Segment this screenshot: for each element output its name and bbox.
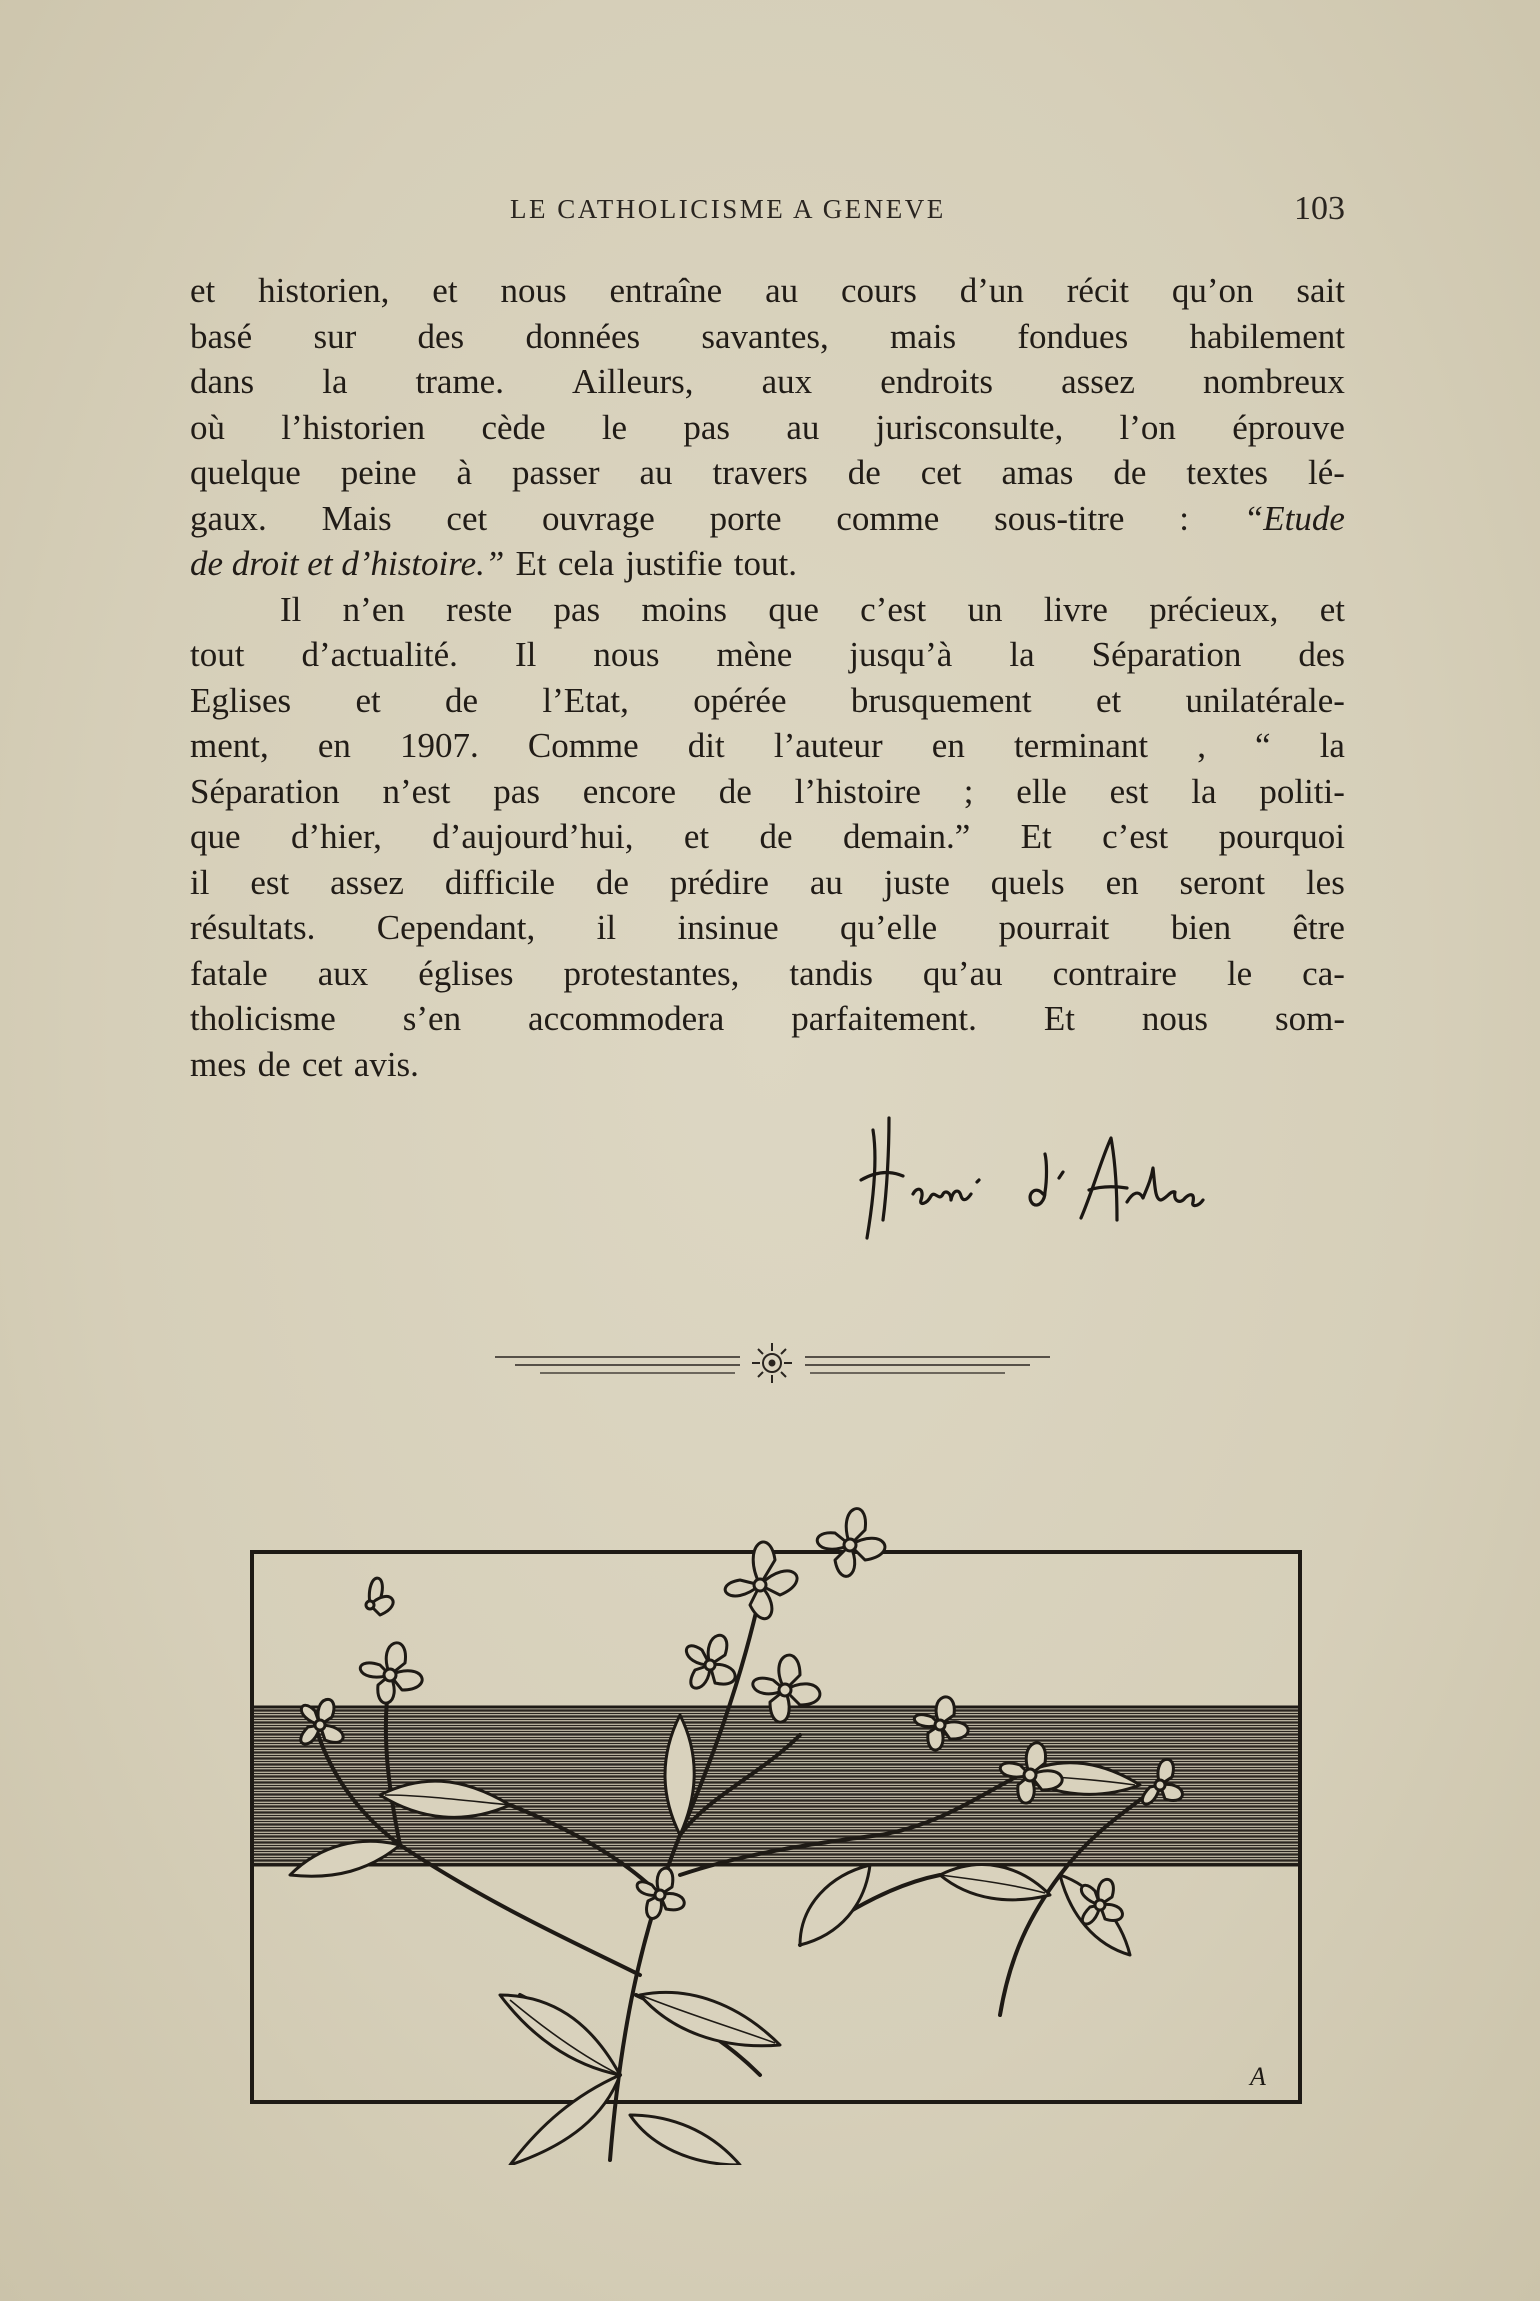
word: c’est: [860, 589, 927, 629]
word: les: [1305, 862, 1345, 902]
word: justifie: [625, 544, 723, 583]
word: pourquoi: [1218, 817, 1345, 856]
word: l’on: [1119, 407, 1176, 447]
word: fatale: [190, 953, 268, 993]
word: d’actualité.: [301, 635, 458, 674]
word: :: [1179, 498, 1189, 538]
word: nous: [1141, 999, 1209, 1038]
word: livre: [1043, 589, 1108, 629]
text-line: [190, 268, 1345, 314]
word: mes: [190, 1044, 247, 1084]
word: qu’on: [1171, 271, 1254, 310]
word: terminant: [1013, 726, 1149, 765]
word: est: [1109, 771, 1149, 811]
text-line: [190, 951, 1345, 997]
word: nous: [593, 635, 660, 674]
word: être: [1292, 908, 1345, 947]
word: la: [322, 362, 348, 401]
word: la: [1319, 726, 1345, 765]
word: travers: [712, 453, 808, 492]
word: peine: [340, 453, 417, 492]
word: de: [759, 817, 793, 856]
word: de droit et d’histoire.”: [190, 544, 505, 583]
word: Mais: [321, 498, 392, 538]
text-line: [190, 541, 1345, 587]
word: et: [432, 271, 458, 310]
word: Il: [280, 589, 302, 629]
text-line: [190, 450, 1345, 496]
word: et: [683, 817, 710, 856]
word: quels: [990, 862, 1065, 902]
word: n’est: [382, 771, 451, 811]
word: passer: [512, 453, 600, 492]
word: l’auteur: [773, 726, 883, 765]
word: trame.: [415, 362, 504, 401]
word: jurisconsulte,: [875, 407, 1064, 447]
word: pourrait: [998, 908, 1110, 947]
word: tandis: [789, 953, 873, 993]
word: ca-: [1302, 953, 1345, 993]
word: demain.”: [842, 817, 971, 856]
word: de: [445, 680, 479, 720]
word: églises: [418, 953, 514, 993]
word: cet: [446, 498, 488, 538]
text-line: [190, 405, 1345, 451]
word: l’historien: [281, 407, 426, 447]
text-line: [190, 860, 1345, 906]
word: pas: [493, 771, 540, 811]
text-line: [190, 359, 1345, 405]
word: n’en: [342, 589, 405, 629]
word: l’Etat,: [542, 680, 629, 720]
word: entraîne: [609, 271, 723, 310]
word: cet: [301, 1044, 343, 1084]
word: elle: [1016, 771, 1067, 811]
word: pas: [683, 407, 731, 447]
monogram: A: [1250, 2062, 1266, 2091]
word: brusquement: [850, 680, 1032, 720]
word: gaux.: [190, 498, 267, 538]
word: en: [1105, 862, 1139, 902]
word: cède: [481, 407, 546, 447]
word: de: [257, 1044, 291, 1084]
word: pas: [553, 589, 601, 629]
word: d’aujourd’hui,: [432, 817, 634, 856]
running-head: LE CATHOLICISME A GENEVE: [510, 194, 946, 224]
word: assez: [1061, 362, 1135, 401]
word: textes: [1186, 453, 1269, 492]
word: en: [931, 726, 965, 765]
word: cet: [920, 453, 962, 492]
word: tout.: [733, 544, 797, 583]
word: habilement: [1189, 316, 1345, 356]
word: Cependant,: [376, 908, 536, 947]
word: l’histoire: [794, 771, 921, 811]
word: ;: [963, 771, 974, 811]
page-header: [190, 190, 1345, 240]
word: nous: [500, 271, 567, 310]
word: est: [250, 862, 290, 902]
word: reste: [446, 589, 513, 629]
word: moins: [641, 589, 728, 629]
word: unilatérale-: [1185, 680, 1345, 720]
word: et: [190, 271, 216, 310]
handwritten-signature: [855, 1110, 1340, 1245]
word: basé: [190, 316, 253, 356]
body-text: [190, 268, 1345, 1087]
word: Et: [1020, 817, 1052, 856]
word: il: [596, 908, 617, 947]
word: Et: [1043, 999, 1075, 1038]
word: dans: [190, 362, 255, 401]
text-line: [190, 587, 1345, 633]
word: tholicisme: [190, 999, 336, 1038]
text-line: [190, 678, 1345, 724]
decorative-rule: [495, 1335, 1050, 1390]
word: des: [1298, 635, 1345, 674]
word: difficile: [444, 862, 556, 902]
word: politi-: [1259, 771, 1345, 811]
word: et: [355, 680, 381, 720]
word: d’un: [959, 271, 1024, 310]
word: de: [847, 453, 881, 492]
word: récit: [1066, 271, 1129, 310]
word: contraire: [1052, 953, 1177, 993]
word: ment,: [190, 726, 269, 765]
word: de: [595, 862, 629, 902]
text-line: [190, 723, 1345, 769]
text-line: [190, 496, 1345, 542]
text-line: [190, 769, 1345, 815]
word: assez: [330, 862, 404, 902]
word: au: [786, 407, 820, 447]
word: aux: [317, 953, 369, 993]
word: c’est: [1102, 817, 1169, 856]
word: opérée: [693, 680, 787, 720]
word: Séparation: [1091, 635, 1242, 674]
word: le: [1226, 953, 1253, 993]
text-line: [190, 314, 1345, 360]
word: jusqu’à: [849, 635, 953, 674]
word: résultats.: [190, 908, 316, 947]
word: savantes,: [701, 316, 829, 356]
word: Comme: [527, 726, 639, 765]
word: de: [718, 771, 752, 811]
word: éprouve: [1232, 407, 1345, 447]
word: tout: [190, 635, 245, 674]
word: en: [317, 726, 351, 765]
word: qu’elle: [840, 908, 938, 947]
word: porte: [709, 498, 782, 538]
word: que: [190, 817, 241, 856]
word: ouvrage: [542, 498, 655, 538]
word: historien,: [258, 271, 390, 310]
word: juste: [883, 862, 950, 902]
word: à: [456, 453, 473, 492]
text-line: [190, 632, 1345, 678]
word: il: [190, 862, 210, 902]
word: un: [967, 589, 1003, 629]
word: qu’au: [922, 953, 1003, 993]
word: Eglises: [190, 680, 292, 720]
word: insinue: [677, 908, 779, 947]
word: mais: [890, 316, 957, 356]
word: bien: [1170, 908, 1232, 947]
text-line: [190, 905, 1345, 951]
word: cela: [557, 544, 615, 583]
word: Ailleurs,: [572, 362, 694, 401]
word: cours: [841, 271, 917, 310]
word: fondues: [1017, 316, 1129, 356]
word: protestantes,: [563, 953, 740, 993]
floral-vignette: [240, 1475, 1310, 2165]
word: Il: [514, 635, 537, 674]
word: la: [1191, 771, 1217, 811]
word: 1907.: [400, 726, 479, 765]
text-line: [190, 814, 1345, 860]
word: som-: [1274, 999, 1345, 1038]
word: dit: [687, 726, 725, 765]
text-line: [190, 996, 1345, 1042]
word: d’hier,: [290, 817, 382, 856]
word: lé-: [1308, 453, 1345, 492]
word: où: [190, 407, 225, 447]
word: avis.: [353, 1044, 419, 1084]
word: endroits: [880, 362, 993, 401]
word: la: [1009, 635, 1035, 674]
word: sur: [313, 316, 357, 356]
word: au: [809, 862, 843, 902]
word: précieux,: [1149, 589, 1279, 629]
word: et: [1095, 680, 1122, 720]
word: Et: [515, 544, 547, 583]
word: et: [1319, 589, 1345, 629]
word: au: [639, 453, 673, 492]
word: sous-titre: [994, 498, 1125, 538]
word: ,: [1197, 726, 1206, 765]
word: données: [525, 316, 641, 356]
word: Séparation: [190, 771, 340, 811]
word: encore: [582, 771, 676, 811]
page-number: 103: [1294, 190, 1345, 227]
word: “Etude: [1243, 498, 1345, 538]
word: “: [1255, 726, 1271, 765]
word: comme: [836, 498, 940, 538]
word: des: [417, 316, 465, 356]
word: le: [601, 407, 628, 447]
word: accommodera: [528, 999, 725, 1038]
word: quelque: [190, 453, 301, 492]
word: parfaitement.: [791, 999, 977, 1038]
word: de: [1113, 453, 1147, 492]
word: sait: [1296, 271, 1345, 310]
word: s’en: [402, 999, 462, 1038]
word: amas: [1001, 453, 1074, 492]
text-line: [190, 1042, 1345, 1088]
word: seront: [1179, 862, 1266, 902]
word: aux: [761, 362, 813, 401]
word: que: [768, 589, 819, 629]
word: mène: [716, 635, 793, 674]
word: nombreux: [1202, 362, 1345, 401]
word: au: [765, 271, 799, 310]
word: prédire: [669, 862, 769, 902]
